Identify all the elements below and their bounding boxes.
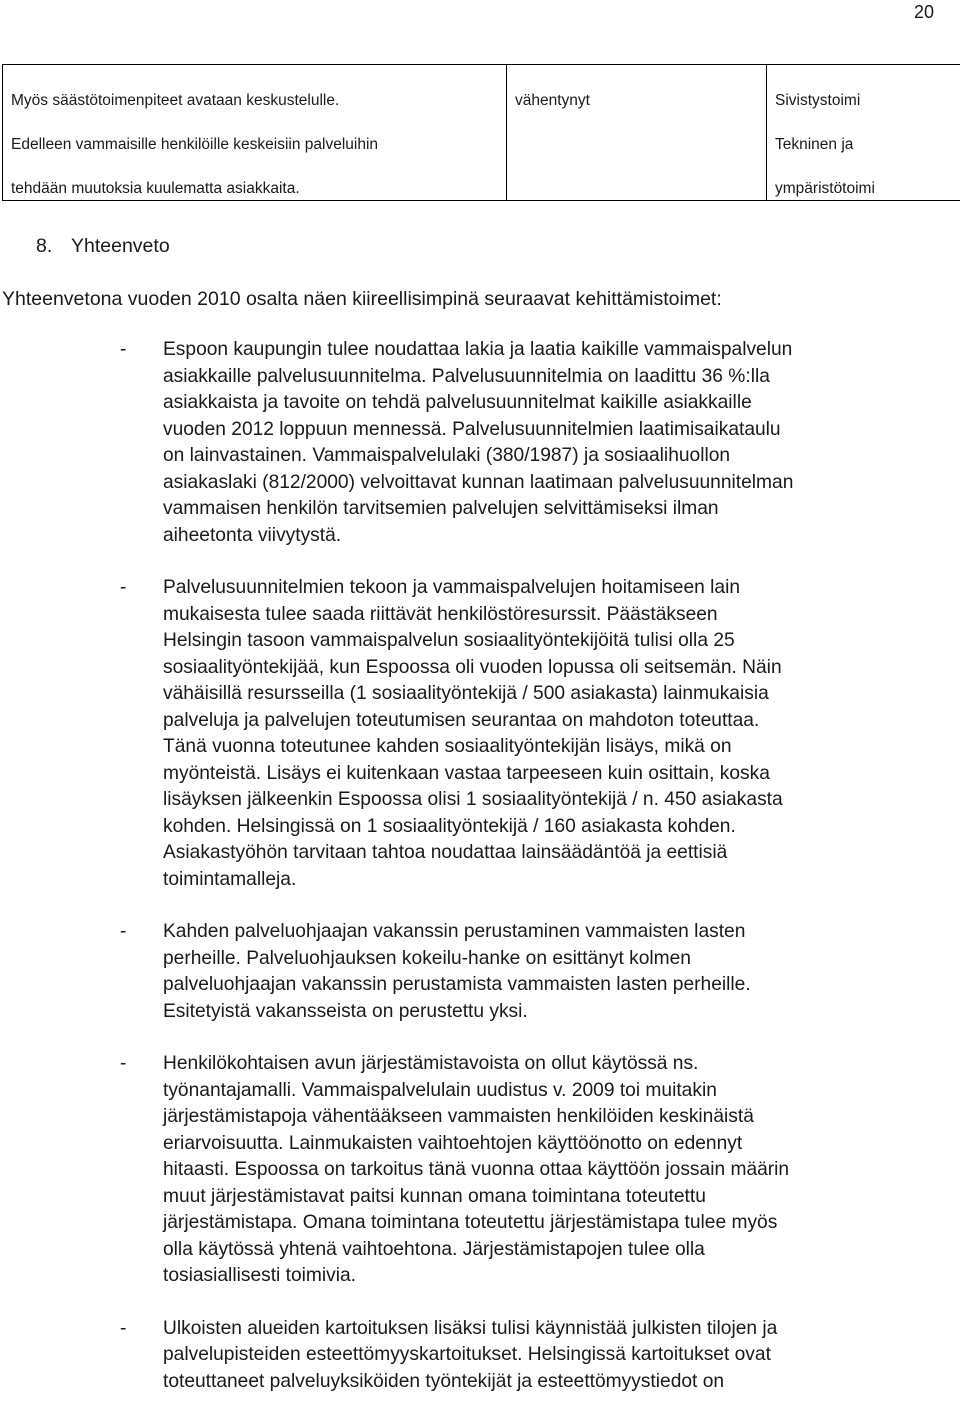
- list-item: [0, 337, 960, 549]
- bullet-text-line: hitaasti. Espoossa on tarkoitus tänä vuonna ottaa käyttöön jossain määrin: [163, 1157, 960, 1184]
- bullet-text-line: asiakaslaki (812/2000) velvoittavat kunnan laatimaan palvelusuunnitelman: [163, 470, 960, 497]
- table-row: [3, 65, 960, 201]
- list-item: [0, 919, 960, 1025]
- cell-line: Sivistystoimi: [775, 92, 860, 109]
- bullet-text-line: Asiakastyöhön tarvitaan tahtoa noudattaa lainsäädäntöä ja eettisiä: [163, 840, 960, 867]
- bullet-text-line: työnantajamalli. Vammaispalvelulain uudistus v. 2009 toi muitakin: [163, 1078, 960, 1105]
- bullet-text-line: Espoon kaupungin tulee noudattaa lakia ja laatia kaikille vammaispalvelun: [163, 337, 960, 364]
- bullet-text-line: Tänä vuonna toteutunee kahden sosiaalityöntekijän lisäys, mikä on: [163, 734, 960, 761]
- bullet-dash: -: [120, 919, 126, 946]
- bullet-text-line: asiakkaille palvelusuunnitelma. Palvelusuunnitelmia on laadittu 36 %:lla: [163, 364, 960, 391]
- page-number: 20: [914, 2, 934, 22]
- bullet-text-line: palvelupisteiden esteettömyyskartoitukset. Helsingissä kartoitukset ovat: [163, 1342, 960, 1369]
- bullet-text-line: toteuttaneet palveluyksiköiden työntekijät ja esteettömyystiedot on: [163, 1369, 960, 1396]
- section-title: Yhteenveto: [71, 235, 170, 257]
- cell-line: Myös säästötoimenpiteet avataan keskustelulle.: [11, 92, 339, 109]
- bullet-text-line: palveluohjaajan vakanssin perustamista vammaisten lasten perheille.: [163, 972, 960, 999]
- table-cell-status: [507, 65, 767, 201]
- bullet-list: [0, 337, 960, 1421]
- bullet-text-line: aiheetonta viivytystä.: [163, 523, 960, 550]
- list-item: [0, 1051, 960, 1290]
- list-item: [0, 575, 960, 893]
- table-cell-measures: [3, 65, 507, 201]
- bullet-dash: -: [120, 1316, 126, 1343]
- bullet-text-line: Kahden palveluohjaajan vakanssin perustaminen vammaisten lasten: [163, 919, 960, 946]
- bullet-text-line: tosiasiallisesti toimivia.: [163, 1263, 960, 1290]
- bullet-text-line: Helsingin tasoon vammaispalvelun sosiaalityöntekijöitä tulisi olla 25: [163, 628, 960, 655]
- bullet-text-line: perheille. Palveluohjauksen kokeilu-hanke on esittänyt kolmen: [163, 946, 960, 973]
- cell-line: vähentynyt: [515, 92, 590, 109]
- bullet-text-line: on lainvastainen. Vammaispalvelulaki (380/1987) ja sosiaalihuollon: [163, 443, 960, 470]
- bullet-text-line: vuoden 2012 loppuun mennessä. Palvelusuunnitelmien laatimisaikataulu: [163, 417, 960, 444]
- bullet-text-line: Esitetyistä vakansseista on perustettu yksi.: [163, 999, 960, 1026]
- bullet-text-line: järjestämistapoja vähentääkseen vammaisten henkilöiden keskinäistä: [163, 1104, 960, 1131]
- bullet-dash: -: [120, 1051, 126, 1078]
- bullet-text-line: muut järjestämistavat paitsi kunnan omana toimintana toteutettu: [163, 1184, 960, 1211]
- section-number: 8.: [36, 233, 71, 259]
- bullet-text-line: Ulkoisten alueiden kartoituksen lisäksi tulisi käynnistää julkisten tilojen ja: [163, 1316, 960, 1343]
- section-heading: [36, 233, 170, 259]
- bullet-text-line: toimintamalleja.: [163, 867, 960, 894]
- bullet-dash: -: [120, 575, 126, 602]
- bullet-text-line: Palvelusuunnitelmien tekoon ja vammaispalvelujen hoitamiseen lain: [163, 575, 960, 602]
- cell-line: Tekninen ja: [775, 136, 853, 153]
- table-cell-responsible: [767, 65, 960, 201]
- bullet-text-line: järjestämistapa. Omana toimintana toteutettu järjestämistapa tulee myös: [163, 1210, 960, 1237]
- cell-line: Edelleen vammaisille henkilöille keskeisiin palveluihin: [11, 136, 378, 153]
- intro-paragraph: Yhteenvetona vuoden 2010 osalta näen kiireellisimpinä seuraavat kehittämistoimet:: [2, 286, 722, 312]
- cell-line: ympäristötoimi: [775, 180, 875, 197]
- bullet-text-line: mukaisesta tulee saada riittävät henkilöstöresurssit. Päästäkseen: [163, 602, 960, 629]
- bullet-text-line: Henkilökohtaisen avun järjestämistavoista on ollut käytössä ns.: [163, 1051, 960, 1078]
- bullet-text-line: olla käytössä yhtenä vaihtoehtona. Järjestämistapojen tulee olla: [163, 1237, 960, 1264]
- bullet-text-line: myönteistä. Lisäys ei kuitenkaan vastaa tarpeeseen kuin osittain, koska: [163, 761, 960, 788]
- bullet-text-line: kohden. Helsingissä on 1 sosiaalityöntekijä / 160 asiakasta kohden.: [163, 814, 960, 841]
- bullet-text-line: asiakkaista ja tavoite on tehdä palvelusuunnitelmat kaikille asiakkaille: [163, 390, 960, 417]
- bullet-text-line: lisäyksen jälkeenkin Espoossa olisi 1 sosiaalityöntekijä / n. 450 asiakasta: [163, 787, 960, 814]
- bullet-text-line: sosiaalityöntekijää, kun Espoossa oli vuoden lopussa oli seitsemän. Näin: [163, 655, 960, 682]
- bullet-dash: -: [120, 337, 126, 364]
- summary-table: [2, 64, 960, 201]
- bullet-text-line: vammaisen henkilön tarvitsemien palvelujen selvittämiseksi ilman: [163, 496, 960, 523]
- cell-line: tehdään muutoksia kuulematta asiakkaita.: [11, 180, 300, 197]
- bullet-text-line: vähäisillä resursseilla (1 sosiaalityöntekijä / 500 asiakasta) lainmukaisia: [163, 681, 960, 708]
- bullet-text-line: eriarvoisuutta. Lainmukaisten vaihtoehtojen käyttöönotto on edennyt: [163, 1131, 960, 1158]
- bullet-text-line: palveluja ja palvelujen toteutumisen seurantaa on mahdoton toteuttaa.: [163, 708, 960, 735]
- list-item: [0, 1316, 960, 1396]
